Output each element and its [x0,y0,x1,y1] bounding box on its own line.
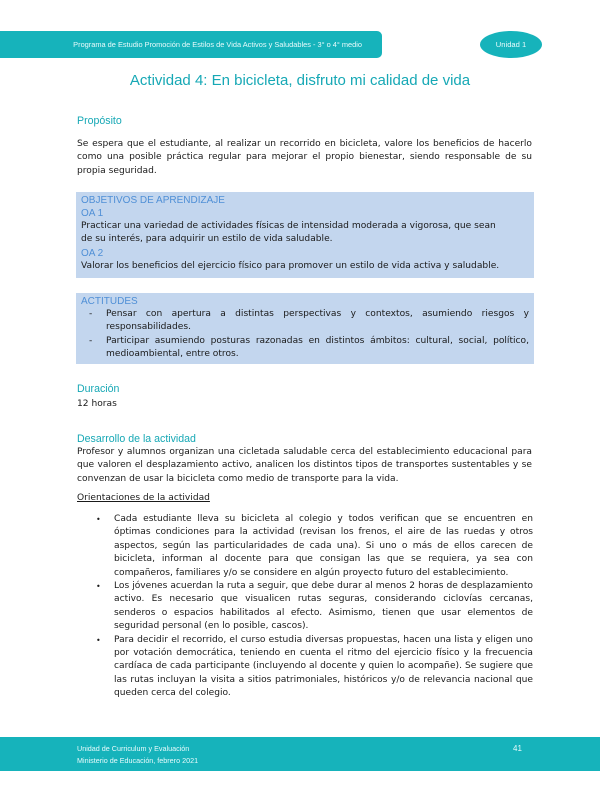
orientacion-item: • Los jóvenes acuerdan la ruta a seguir, que debe durar al menos 2 horas de desplazamiento activo. Es necesario que visualicen rutas seguras, considerando ciclovías cercanas, senderos o espacios habilitados al efecto. Asimismo, tienen que usar elementos de seguridad personal (en lo posible, cascos). [96,580,533,634]
proposito-heading: Propósito [77,115,122,127]
orientacion-item: • Cada estudiante lleva su bicicleta al colegio y todos verifican que se encuentren en óptimas condiciones para la actividad (revisan los frenos, el aire de las ruedas y otros aspectos, según las particularidades de cada una). Si uno o más de ellos carecen de bicicleta, informan al docente para que consigan las que se requiera, ya sea con compañeros, familiares y/o se considere en algún proyecto futuro del establecimiento. [96,513,533,580]
objetivos-box [76,192,534,278]
page-title: Actividad 4: En bicicleta, disfruto mi calidad de vida [129,72,471,89]
footer-unit: Unidad de Curriculum y Evaluación [77,744,190,753]
actitud-item: - Pensar con apertura a distintas perspectivas y contextos, asumiendo riesgos y responsabilidades. [81,308,529,335]
desarrollo-heading: Desarrollo de la actividad [77,433,196,445]
objetivos-heading: OBJETIVOS DE APRENDIZAJE [81,195,225,206]
program-header-bar [0,31,382,58]
duracion-value: 12 horas [77,399,117,409]
orientaciones-list [96,513,533,701]
footer-ministry: Ministerio de Educación, febrero 2021 [77,756,199,765]
actitud-item: - Participar asumiendo posturas razonadas en distintos ámbitos: cultural, social, político, medioambiental, entre otros. [81,335,529,362]
page-footer [0,737,600,771]
orientaciones-heading: Orientaciones de la actividad [77,493,210,503]
duracion-heading: Duración [77,383,120,395]
page-number: 41 [513,744,522,753]
orientacion-item: • Para decidir el recorrido, el curso estudia diversas propuestas, hacen una lista y eligen uno por votación democrática, teniendo en cuenta el ritmo del ejercicio físico y la frecuencia cardíaca de cada participante (incluyendo al docente y quien lo acompañe). Se sugiere que las rutas incluyan la visita a sitios patrimoniales, históricos y/o de relevancia nacional que queden cerca del colegio. [96,634,533,701]
unit-badge: Unidad 1 [480,31,542,58]
oa1-label: OA 1 [81,208,104,219]
oa2-label: OA 2 [81,247,104,259]
actitudes-list [81,308,529,362]
oa2-text: Valorar los beneficios del ejercicio físico para promover un estilo de vida activa y saludable. [81,260,500,271]
program-title: Programa de Estudio Promoción de Estilos de Vida Activos y Saludables - 3° o 4° medio [73,40,362,49]
actitudes-box [76,293,534,364]
desarrollo-text: Profesor y alumnos organizan una cicletada saludable cerca del establecimiento educacional para que valoren el desplazamiento activo, analicen los distintos tipos de transportes sustentables y se convenzan de usar la bicicleta como medio de transporte para la vida. [77,447,532,484]
oa1-text: Practicar una variedad de actividades físicas de intensidad moderada a vigorosa, que sean de su interés, para adquirir un estilo de vida saludable. [81,221,496,245]
actitudes-heading: ACTITUDES [81,296,138,307]
proposito-text: Se espera que el estudiante, al realizar un recorrido en bicicleta, valore los beneficios de hacerlo como una posible práctica regular para mejorar el propio bienestar, siendo responsable de su propia seguridad. [77,139,532,176]
